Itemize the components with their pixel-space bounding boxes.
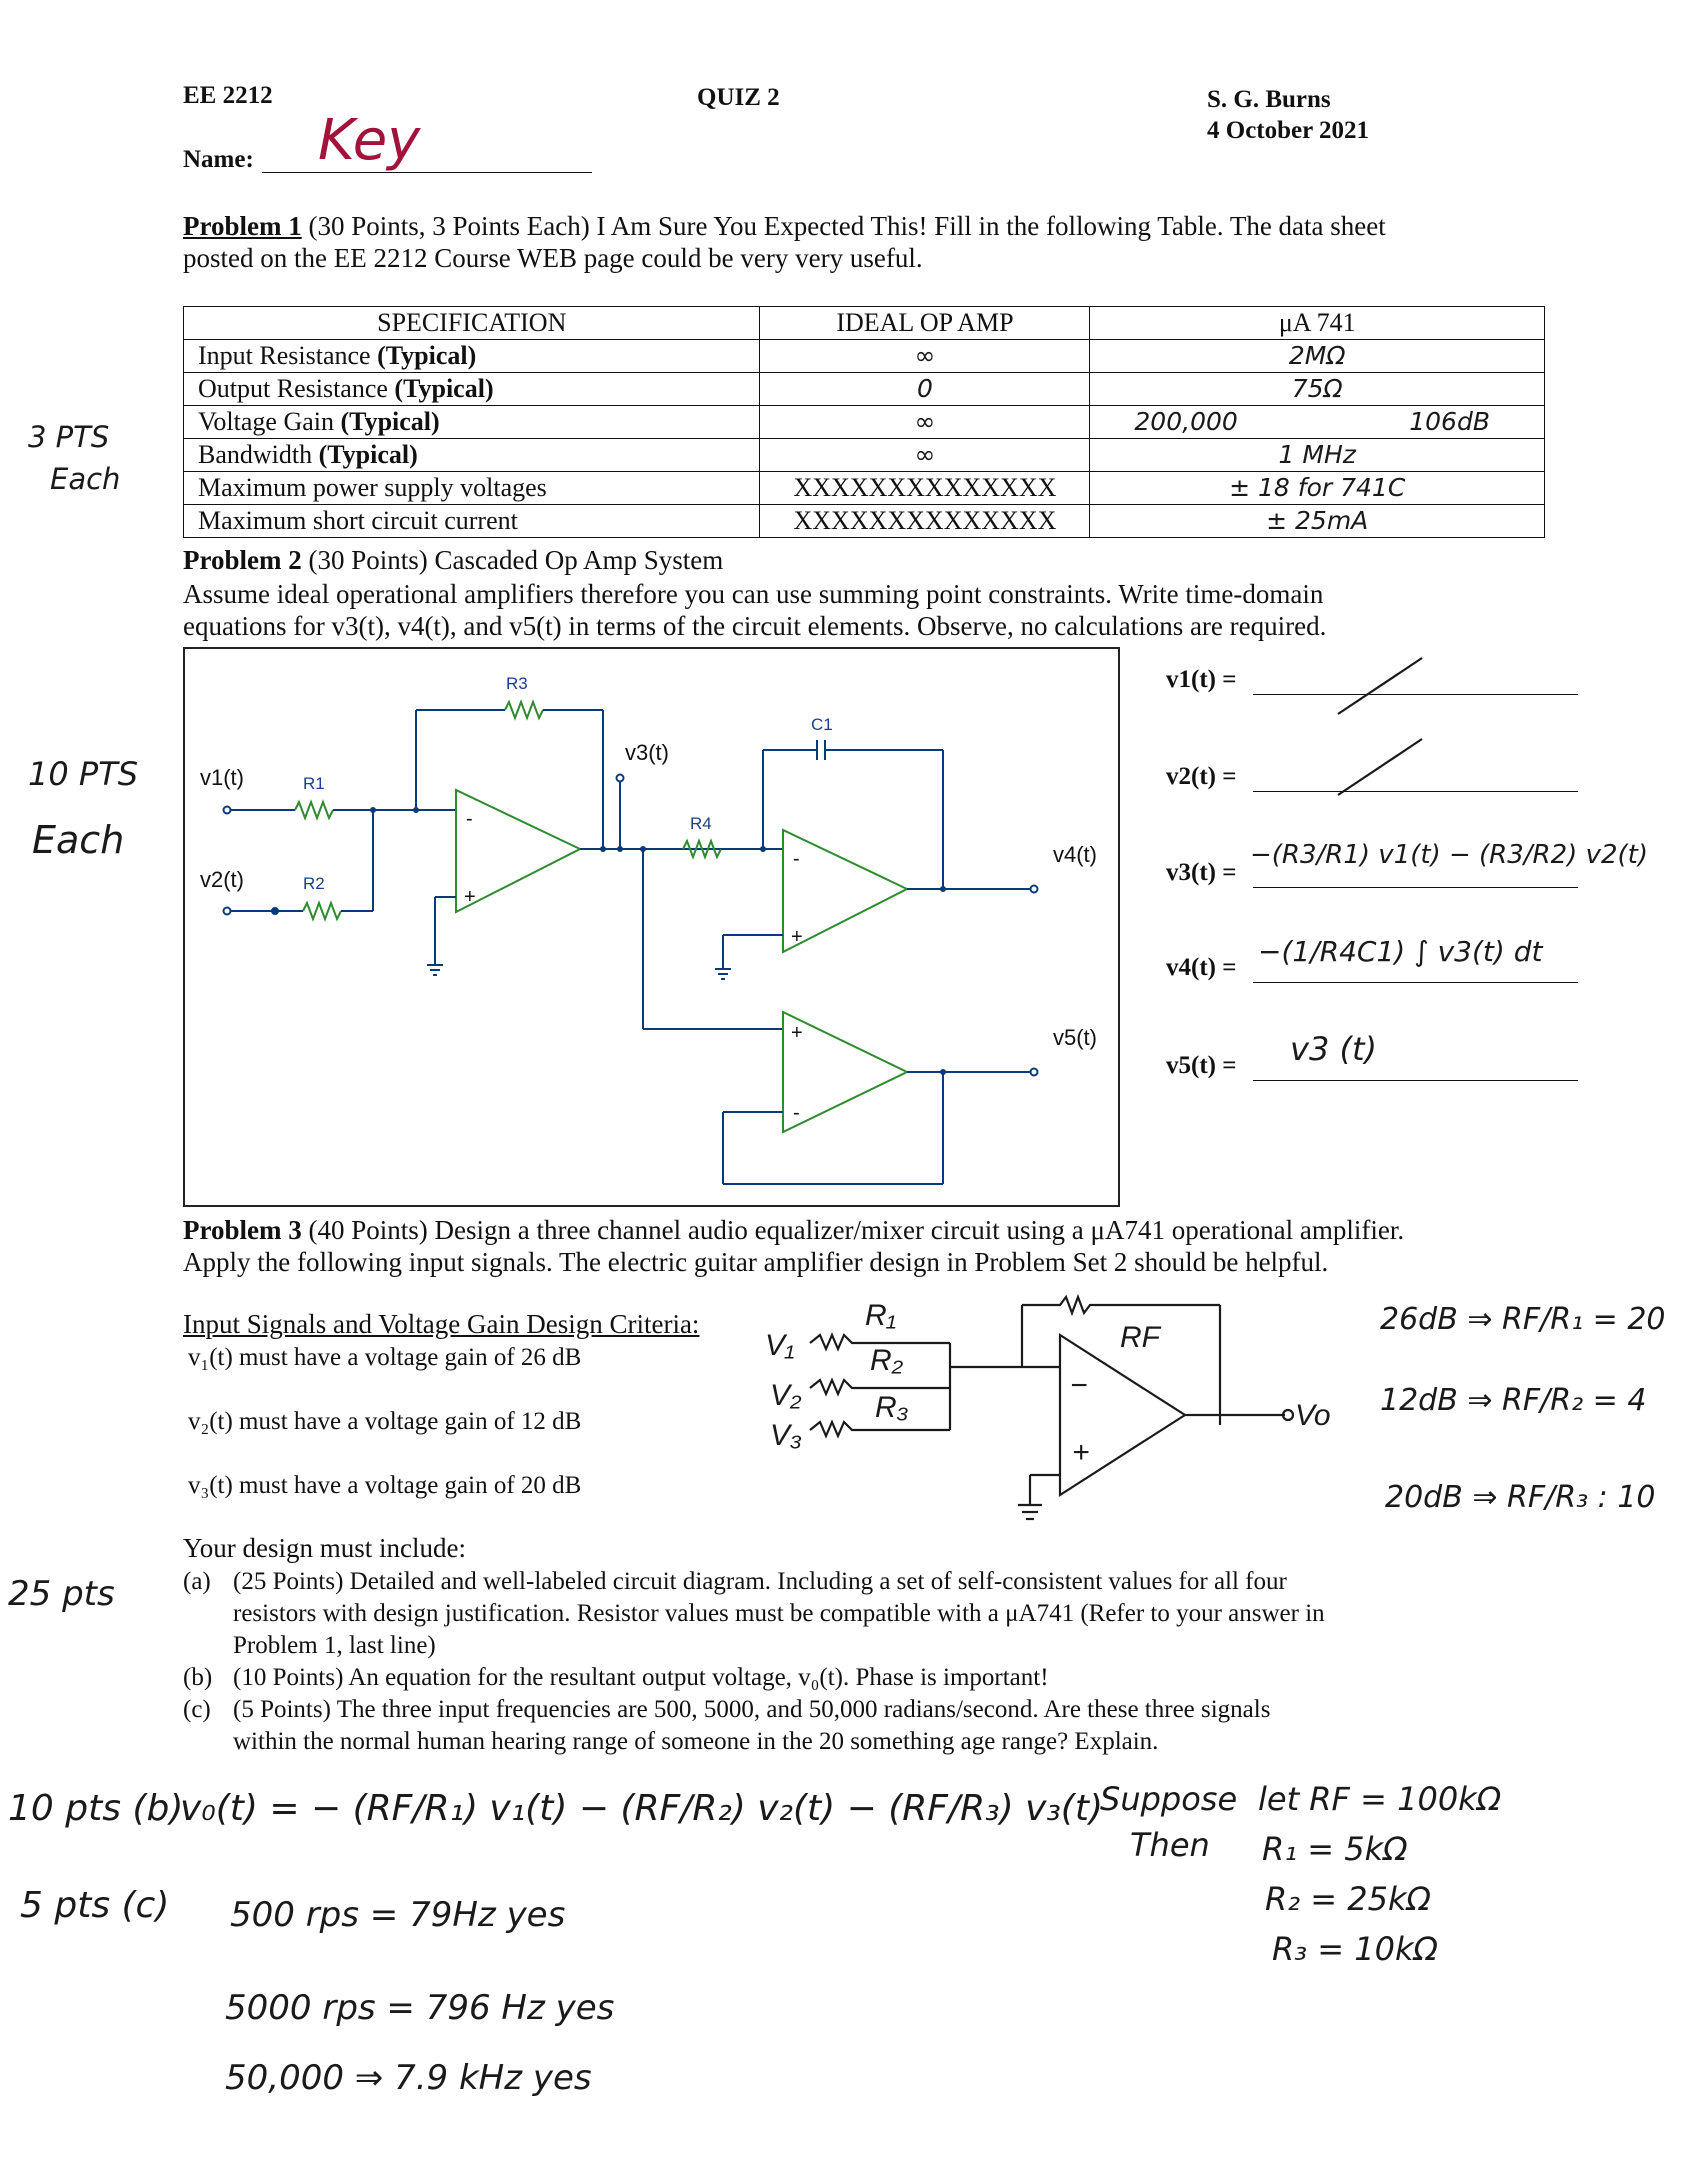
opamp2-minus: - [793, 848, 800, 870]
table-row [184, 406, 1545, 439]
problem2-margin-note-2: Each [32, 818, 125, 862]
gain-note-2-ratio: RF/R₂ [1502, 1383, 1584, 1418]
gain-note-2 [1380, 1383, 1646, 1418]
design-r2: R₂ = 25kΩ [1265, 1880, 1431, 1918]
spec-cell [184, 406, 760, 439]
label-c1: C1 [811, 715, 833, 734]
criteria-v2: v₂(t) must have a voltage gain of 12 dB [188, 1408, 582, 1435]
answer-v2-label: v2(t) = [1166, 763, 1237, 790]
sketch-minus: − [1070, 1369, 1088, 1402]
sketch-plus: + [1072, 1436, 1090, 1469]
spec-table-header [184, 307, 1545, 340]
ideal-cell: ∞ [760, 406, 1090, 439]
item-a-line2: resistors with design justification. Resistor values must be compatible with a μA741 (Refer to your answer in [233, 1600, 1325, 1627]
answer-v3-label: v3(t) = [1166, 859, 1237, 886]
problem2-margin-note-1: 10 PTS [28, 755, 139, 793]
name-label: Name: [183, 146, 254, 173]
answer-v5-line [1253, 1080, 1578, 1081]
spec-cell [184, 340, 760, 373]
answer-v4-value: −(1/R4C1) ∫ v3(t) dt [1258, 935, 1543, 968]
ua741-cell: 75Ω [1090, 373, 1545, 406]
table-row [184, 472, 1545, 505]
item-c-line2: within the normal human hearing range of someone in the 20 something age range? Explain. [233, 1728, 1159, 1755]
label-v4: v4(t) [1053, 842, 1097, 867]
label-v3: v3(t) [625, 740, 669, 765]
gain-note-1 [1380, 1302, 1666, 1337]
ua741-cell: 2MΩ [1090, 340, 1545, 373]
header-ideal: IDEAL OP AMP [760, 307, 1090, 340]
sketch-rf: RF [1120, 1321, 1160, 1354]
ua741-gain-value: 200,000 [1134, 407, 1238, 436]
instructor-name: S. G. Burns [1207, 86, 1331, 113]
answer-v4-label: v4(t) = [1166, 954, 1237, 981]
gain-note-3 [1385, 1480, 1656, 1515]
ua741-cell: ± 25mA [1090, 505, 1545, 538]
problem3-line1 [183, 1214, 1603, 1247]
problem3-text-1: (40 Points) Design a three channel audio equalizer/mixer circuit using a μA741 operational amplifier. [308, 1215, 1405, 1245]
design-rf: let RF = 100kΩ [1258, 1780, 1502, 1818]
answer-v4-line [1253, 982, 1578, 983]
problem1-margin-note-1: 3 PTS [28, 420, 110, 454]
item-b-line1: (10 Points) An equation for the resultant output voltage, v₀(t). Phase is important! [233, 1664, 1049, 1691]
table-row [184, 340, 1545, 373]
table-row [184, 505, 1545, 538]
ua741-cell: 1 MHz [1090, 439, 1545, 472]
item-c-tag: (c) [183, 1696, 211, 1723]
spec-name: Bandwidth [198, 440, 313, 469]
sketch-v3: V₃ [770, 1419, 802, 1452]
quiz-title: QUIZ 2 [697, 84, 780, 111]
spec-name: Voltage Gain [198, 407, 334, 436]
problem1-line2: posted on the EE 2212 Course WEB page could be very very useful. [183, 243, 923, 273]
answer-v5-value: v3 (t) [1290, 1030, 1377, 1068]
spec-cell [184, 472, 760, 505]
table-row [184, 439, 1545, 472]
ideal-cell: 0 [760, 373, 1090, 406]
answer-b-label: 10 pts (b) [8, 1788, 184, 1829]
design-r3: R₃ = 10kΩ [1272, 1930, 1438, 1968]
gain-note-2-value: = 4 [1592, 1383, 1647, 1418]
problem3-title: Problem 3 [183, 1215, 302, 1245]
item-c-line1: (5 Points) The three input frequencies are 500, 5000, and 50,000 radians/second. Are these three signals [233, 1696, 1271, 1723]
answer-b: v₀(t) = − (RF/R₁) v₁(t) − (RF/R₂) v₂(t) − (RF/R₃) v₃(t) [180, 1788, 1104, 1829]
criteria-v1: v₁(t) must have a voltage gain of 26 dB [188, 1344, 582, 1371]
spec-name: Input Resistance [198, 341, 371, 370]
spec-qualifier: (Typical) [394, 374, 494, 403]
ideal-cell: XXXXXXXXXXXXXX [760, 472, 1090, 505]
gain-note-1-db: 26dB ⇒ [1380, 1302, 1493, 1337]
opamp3-plus: + [791, 1022, 803, 1044]
answer-c-line1: 500 rps = 79Hz yes [230, 1895, 566, 1935]
item-b-tag: (b) [183, 1664, 213, 1691]
ideal-cell: XXXXXXXXXXXXXX [760, 505, 1090, 538]
ideal-cell: ∞ [760, 439, 1090, 472]
spec-name: Maximum power supply voltages [198, 473, 547, 502]
answer-v2-slash [1330, 733, 1430, 801]
spec-qualifier: (Typical) [377, 341, 477, 370]
ideal-cell: ∞ [760, 340, 1090, 373]
item-a-line3: Problem 1, last line) [233, 1632, 436, 1659]
sketch-v1: V₁ [765, 1329, 795, 1362]
margin-note-25pts: 25 pts [8, 1574, 115, 1614]
design-suppose: Suppose [1100, 1780, 1238, 1818]
table-row [184, 373, 1545, 406]
problem2-text-2: equations for v3(t), v4(t), and v5(t) in terms of the circuit elements. Observe, no calculations are required. [183, 611, 1327, 641]
answer-c-line3: 50,000 ⇒ 7.9 kHz yes [225, 2058, 592, 2098]
header-ua741: μA 741 [1090, 307, 1545, 340]
problem2-heading-rest: (30 Points) Cascaded Op Amp System [308, 545, 724, 575]
gain-note-3-value: : 10 [1597, 1480, 1656, 1515]
opamp1-minus: - [466, 808, 473, 830]
ua741-cell [1090, 406, 1545, 439]
gain-note-2-db: 12dB ⇒ [1380, 1383, 1493, 1418]
gain-note-1-value: = 20 [1592, 1302, 1666, 1337]
problem1-line1 [183, 210, 1583, 243]
spec-name: Output Resistance [198, 374, 388, 403]
sketch-vo: Vo [1295, 1399, 1331, 1432]
label-v5: v5(t) [1053, 1025, 1097, 1050]
gain-note-3-ratio: RF/R₃ [1507, 1480, 1589, 1515]
spec-cell [184, 505, 760, 538]
gain-note-3-db: 20dB ⇒ [1385, 1480, 1498, 1515]
name-underline [262, 172, 592, 173]
answer-c-line2: 5000 rps = 796 Hz yes [225, 1988, 615, 2028]
ua741-gain-db: 106dB [1409, 407, 1490, 436]
problem1-title: Problem 1 [183, 211, 302, 241]
quiz-date: 4 October 2021 [1207, 117, 1370, 144]
spec-cell [184, 439, 760, 472]
spec-name: Maximum short circuit current [198, 506, 518, 535]
design-r1: R₁ = 5kΩ [1262, 1830, 1408, 1868]
design-then: Then [1130, 1826, 1210, 1864]
opamp3-minus: - [793, 1102, 800, 1124]
label-v1: v1(t) [200, 765, 244, 790]
spec-qualifier: (Typical) [318, 440, 418, 469]
answer-v1-label: v1(t) = [1166, 666, 1237, 693]
sketch-v2: V₂ [770, 1379, 802, 1412]
criteria-title: Input Signals and Voltage Gain Design Criteria: [183, 1309, 700, 1339]
mixer-sketch [760, 1285, 1340, 1545]
spec-cell [184, 373, 760, 406]
must-include: Your design must include: [183, 1533, 467, 1563]
problem2-heading [183, 544, 723, 577]
opamp1-plus: + [464, 886, 476, 908]
answer-v3-line [1253, 887, 1578, 888]
label-r1: R1 [303, 774, 325, 793]
answer-v5-label: v5(t) = [1166, 1052, 1237, 1079]
sketch-r2: R₂ [870, 1344, 904, 1377]
sketch-r3: R₃ [875, 1391, 909, 1424]
problem3-text-2: Apply the following input signals. The electric guitar amplifier design in Problem Set 2 should be helpful. [183, 1247, 1329, 1277]
spec-table [183, 306, 1545, 538]
criteria-v3: v₃(t) must have a voltage gain of 20 dB [188, 1472, 582, 1499]
label-r2: R2 [303, 874, 325, 893]
label-v2: v2(t) [200, 867, 244, 892]
label-r4: R4 [690, 814, 712, 833]
ua741-cell: ± 18 for 741C [1090, 472, 1545, 505]
item-a-line1: (25 Points) Detailed and well-labeled circuit diagram. Including a set of self-consistent values for all four [233, 1568, 1287, 1595]
problem1-margin-note-2: Each [50, 462, 121, 496]
cascaded-opamp-circuit [183, 647, 1120, 1207]
item-a-tag: (a) [183, 1568, 211, 1595]
problem2-title: Problem 2 [183, 545, 302, 575]
problem1-text: (30 Points, 3 Points Each) I Am Sure You Expected This! Fill in the following Table. The data sheet [308, 211, 1386, 241]
header-specification: SPECIFICATION [184, 307, 760, 340]
opamp2-plus: + [791, 926, 803, 948]
answer-v1-slash [1330, 652, 1430, 720]
spec-qualifier: (Typical) [340, 407, 440, 436]
label-r3: R3 [506, 674, 528, 693]
answer-v3-value: −(R3/R1) v1(t) − (R3/R2) v2(t) [1250, 840, 1648, 870]
sketch-r1: R₁ [865, 1299, 897, 1332]
problem2-text-1: Assume ideal operational amplifiers therefore you can use summing point constraints. Write time-domain [183, 579, 1324, 609]
answer-c-label: 5 pts (c) [20, 1885, 170, 1926]
gain-note-1-ratio: RF/R₁ [1502, 1302, 1584, 1337]
name-value: Key [318, 108, 421, 173]
course-code: EE 2212 [183, 82, 273, 109]
